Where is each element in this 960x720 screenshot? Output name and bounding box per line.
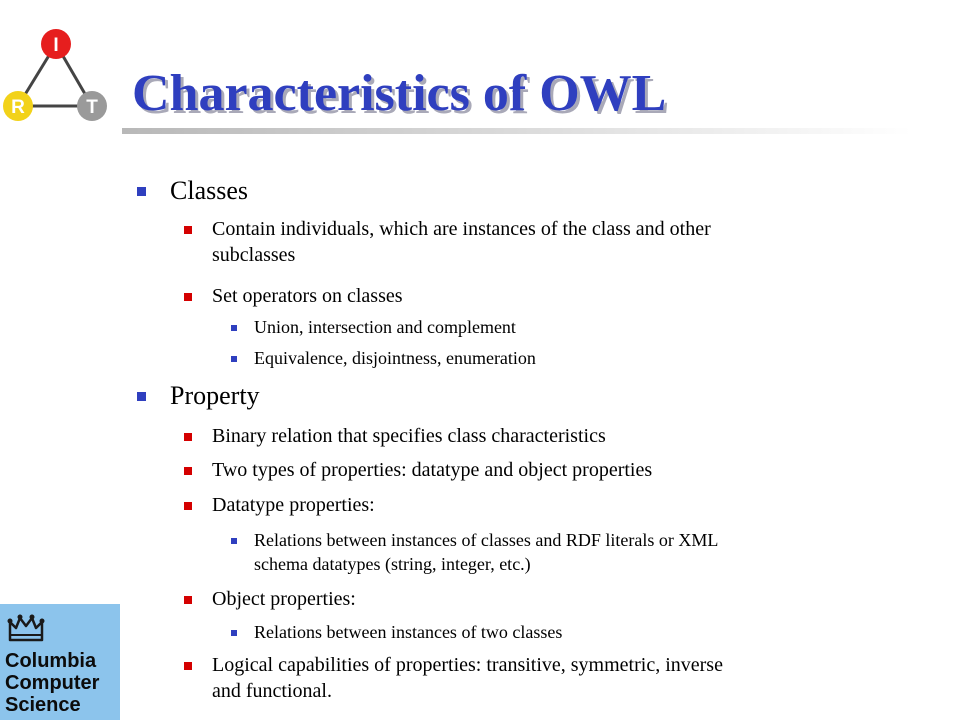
bullet-marker-icon <box>231 538 237 544</box>
bullet-text-continuation: schema datatypes (string, integer, etc.) <box>254 554 531 574</box>
bullet-text-continuation: subclasses <box>212 244 296 266</box>
bullet-text: Relations between instances of two classes <box>254 622 563 642</box>
bullet-text: Union, intersection and complement <box>254 317 516 337</box>
bullet-marker-icon <box>231 630 237 636</box>
slide-title: Characteristics of OWL <box>132 65 667 122</box>
bullet-text: Datatype properties: <box>212 494 375 516</box>
bullet-marker-icon <box>137 392 146 401</box>
columbia-logo <box>0 604 120 720</box>
bullet-text-continuation: and functional. <box>212 680 332 702</box>
bullet-text: Two types of properties: datatype and object properties <box>212 459 653 481</box>
logo-letter-left: R <box>11 97 25 118</box>
bullet-marker-icon <box>137 187 146 196</box>
bullet-marker-icon <box>184 467 192 475</box>
logo-letter-top: I <box>53 35 59 56</box>
bullet-text: Logical capabilities of properties: transitive, symmetric, inverse <box>212 654 723 676</box>
bullet-marker-icon <box>184 502 192 510</box>
bullet-marker-icon <box>184 433 192 441</box>
columbia-line-1: Columbia <box>5 650 97 672</box>
bullet-marker-icon <box>184 662 192 670</box>
bullet-text: Equivalence, disjointness, enumeration <box>254 348 536 368</box>
bullet-marker-icon <box>231 325 237 331</box>
bullet-text: Property <box>170 381 260 410</box>
crown-icon <box>6 610 46 646</box>
bullet-text: Binary relation that specifies class characteristics <box>212 425 606 447</box>
bullet-text: Object properties: <box>212 588 356 610</box>
bullet-text: Set operators on classes <box>212 285 403 307</box>
bullet-text: Classes <box>170 176 248 205</box>
bullet-marker-icon <box>184 226 192 234</box>
bullet-text: Relations between instances of classes and RDF literals or XML <box>254 530 719 550</box>
logo-letter-right: T <box>86 97 98 118</box>
bullet-marker-icon <box>184 293 192 301</box>
columbia-line-3: Science <box>5 694 81 716</box>
bullet-marker-icon <box>184 596 192 604</box>
columbia-line-2: Computer <box>5 672 100 694</box>
bullet-marker-icon <box>231 356 237 362</box>
bullet-text: Contain individuals, which are instances of the class and other <box>212 218 711 240</box>
